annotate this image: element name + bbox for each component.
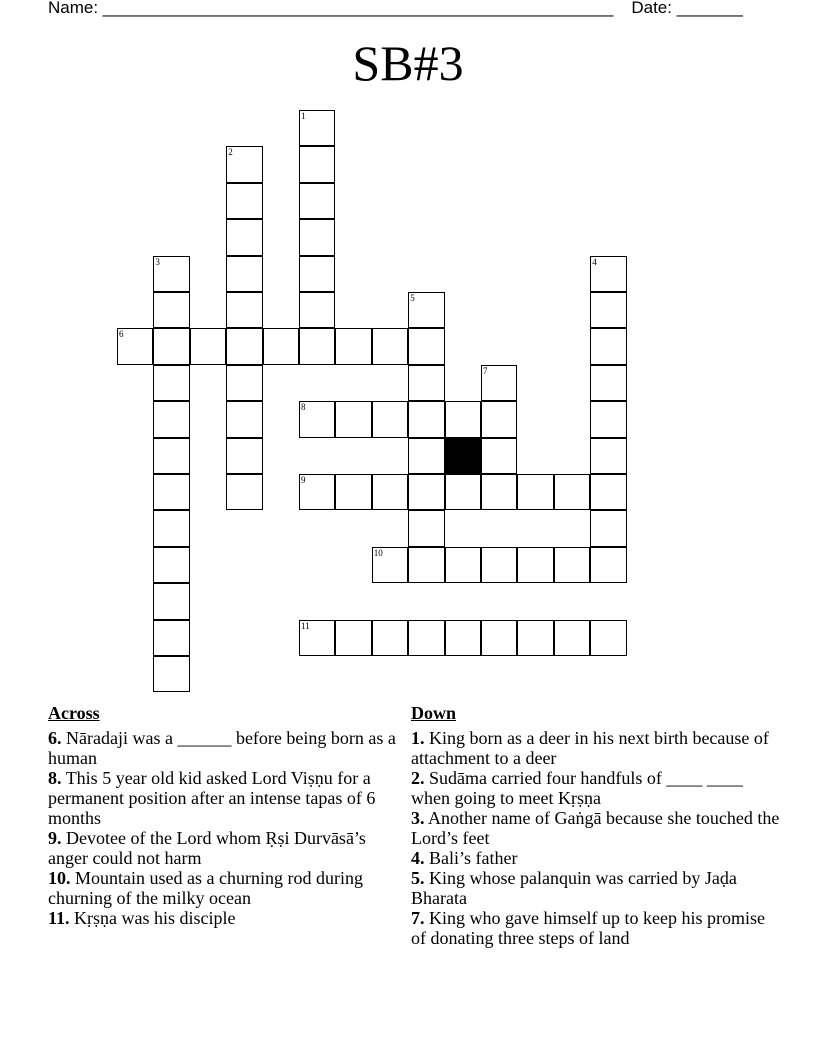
grid-cell[interactable]	[226, 146, 262, 182]
grid-cell[interactable]	[153, 292, 189, 328]
grid-cell[interactable]	[372, 547, 408, 583]
clue-number: 3	[155, 256, 160, 267]
grid-cell[interactable]	[153, 656, 189, 692]
grid-cell[interactable]	[372, 328, 408, 364]
down-clue	[411, 908, 781, 948]
grid-cell[interactable]	[299, 474, 335, 510]
grid-cell[interactable]	[226, 328, 262, 364]
grid-cell[interactable]	[226, 292, 262, 328]
grid-cell[interactable]	[445, 547, 481, 583]
grid-cell[interactable]	[299, 292, 335, 328]
grid-cell[interactable]	[299, 110, 335, 146]
clue-number: 10	[373, 547, 383, 558]
grid-cell[interactable]	[153, 328, 189, 364]
grid-cell[interactable]	[153, 256, 189, 292]
across-heading: Across	[48, 703, 100, 723]
grid-cell[interactable]	[408, 620, 444, 656]
clue-number-label: 3.	[411, 808, 425, 828]
clue-number-label: 7.	[411, 908, 425, 928]
grid-cell[interactable]	[226, 401, 262, 437]
down-clue	[411, 808, 781, 848]
grid-cell[interactable]	[590, 256, 626, 292]
grid-cell[interactable]	[481, 401, 517, 437]
down-clue-list	[411, 728, 781, 948]
grid-cell[interactable]	[408, 510, 444, 546]
grid-cell[interactable]	[554, 620, 590, 656]
clue-text: Devotee of the Lord whom Ṛṣi Durvāsā’s anger could not harm	[48, 828, 366, 868]
grid-cell[interactable]	[117, 328, 153, 364]
grid-cell[interactable]	[408, 328, 444, 364]
clue-number: 11	[301, 620, 310, 631]
grid-cell[interactable]	[299, 219, 335, 255]
clue-number-label: 6.	[48, 728, 62, 748]
grid-cell[interactable]	[445, 474, 481, 510]
clue-number: 2	[228, 147, 233, 158]
grid-cell[interactable]	[481, 547, 517, 583]
grid-cell[interactable]	[153, 401, 189, 437]
clue-number-label: 2.	[411, 768, 425, 788]
grid-cell[interactable]	[481, 365, 517, 401]
clue-number-label: 5.	[411, 868, 425, 888]
down-clues	[411, 702, 781, 948]
grid-cell[interactable]	[445, 620, 481, 656]
grid-cell[interactable]	[554, 474, 590, 510]
grid-cell[interactable]	[590, 365, 626, 401]
grid-cell[interactable]	[408, 438, 444, 474]
clue-text: King who gave himself up to keep his promise of donating three steps of land	[411, 908, 765, 948]
grid-cell[interactable]	[408, 401, 444, 437]
grid-cell[interactable]	[226, 365, 262, 401]
page-title: SB#3	[352, 35, 464, 91]
grid-cell[interactable]	[590, 401, 626, 437]
clue-number-label: 8.	[48, 768, 62, 788]
grid-cell[interactable]	[590, 474, 626, 510]
down-clue	[411, 728, 781, 768]
grid-cell[interactable]	[153, 510, 189, 546]
clue-text: This 5 year old kid asked Lord Viṣṇu for a permanent position after an intense tapas of 6 months	[48, 768, 376, 828]
across-clue	[48, 768, 398, 828]
grid-cell[interactable]	[590, 510, 626, 546]
grid-cell[interactable]	[372, 474, 408, 510]
grid-cell[interactable]	[408, 365, 444, 401]
grid-cell[interactable]	[517, 620, 553, 656]
grid-cell[interactable]	[590, 547, 626, 583]
shaded-cell	[445, 438, 481, 474]
grid-cell[interactable]	[590, 328, 626, 364]
grid-cell[interactable]	[481, 474, 517, 510]
grid-cell[interactable]	[408, 292, 444, 328]
grid-cell[interactable]	[153, 583, 189, 619]
grid-cell[interactable]	[153, 547, 189, 583]
grid-cell[interactable]	[226, 219, 262, 255]
grid-cell[interactable]	[153, 438, 189, 474]
grid-cell[interactable]	[335, 620, 371, 656]
clue-number: 8	[301, 402, 306, 413]
name-field-label[interactable]: Name: ______________________________________________________	[48, 0, 614, 17]
grid-cell[interactable]	[335, 474, 371, 510]
grid-cell[interactable]	[226, 183, 262, 219]
down-clue	[411, 848, 781, 868]
clue-number-label: 10.	[48, 868, 71, 888]
grid-cell[interactable]	[517, 474, 553, 510]
across-clue	[48, 868, 398, 908]
grid-cell[interactable]	[554, 547, 590, 583]
grid-cell[interactable]	[481, 438, 517, 474]
grid-cell[interactable]	[481, 620, 517, 656]
clue-text: Another name of Gaṅgā because she touched the Lord’s feet	[411, 808, 780, 848]
down-clue	[411, 868, 781, 908]
across-clue	[48, 908, 398, 928]
clue-text: Mountain used as a churning rod during churning of the milky ocean	[48, 868, 363, 908]
clue-number: 6	[119, 329, 124, 340]
grid-cell[interactable]	[153, 365, 189, 401]
grid-cell[interactable]	[299, 620, 335, 656]
grid-cell[interactable]	[153, 474, 189, 510]
clue-number-label: 9.	[48, 828, 62, 848]
clue-number-label: 4.	[411, 848, 425, 868]
across-clues	[48, 702, 398, 928]
grid-cell[interactable]	[299, 146, 335, 182]
clue-number-label: 1.	[411, 728, 425, 748]
grid-cell[interactable]	[190, 328, 226, 364]
grid-cell[interactable]	[408, 474, 444, 510]
grid-cell[interactable]	[590, 438, 626, 474]
grid-cell[interactable]	[590, 620, 626, 656]
grid-cell[interactable]	[226, 474, 262, 510]
grid-cell[interactable]	[335, 328, 371, 364]
down-heading: Down	[411, 703, 457, 723]
clue-text: Sudāma carried four handfuls of ____ ____ when going to meet Kṛṣṇa	[411, 768, 743, 808]
clue-number: 9	[301, 475, 306, 485]
clue-number: 4	[592, 256, 597, 267]
date-field-label[interactable]: Date: _______	[631, 0, 743, 17]
clue-text: Kṛṣṇa was his disciple	[74, 908, 236, 928]
grid-cell[interactable]	[299, 256, 335, 292]
clue-number: 7	[483, 365, 488, 376]
grid-cell[interactable]	[445, 401, 481, 437]
down-clue	[411, 768, 781, 808]
clue-text: King whose palanquin was carried by Jaḍa Bharata	[411, 868, 737, 908]
clue-text: King born as a deer in his next birth because of attachment to a deer	[411, 728, 769, 768]
clue-text: Nāradaji was a ______ before being born as a human	[48, 728, 396, 768]
across-clue	[48, 828, 398, 868]
grid-cell[interactable]	[299, 328, 335, 364]
grid-cell[interactable]	[408, 547, 444, 583]
grid-cell[interactable]	[226, 256, 262, 292]
grid-cell[interactable]	[372, 401, 408, 437]
grid-cell[interactable]	[226, 438, 262, 474]
grid-cell[interactable]	[517, 547, 553, 583]
clue-number: 1	[301, 111, 306, 121]
grid-cell[interactable]	[299, 401, 335, 437]
grid-cell[interactable]	[299, 183, 335, 219]
grid-cell[interactable]	[590, 292, 626, 328]
across-clue-list	[48, 728, 398, 928]
across-clue	[48, 728, 398, 768]
grid-cell[interactable]	[335, 401, 371, 437]
clue-number: 5	[410, 293, 415, 303]
clue-text: Bali’s father	[429, 848, 518, 868]
grid-cell[interactable]	[263, 328, 299, 364]
clue-number-label: 11.	[48, 908, 70, 928]
grid-cell[interactable]	[372, 620, 408, 656]
grid-cell[interactable]	[153, 620, 189, 656]
